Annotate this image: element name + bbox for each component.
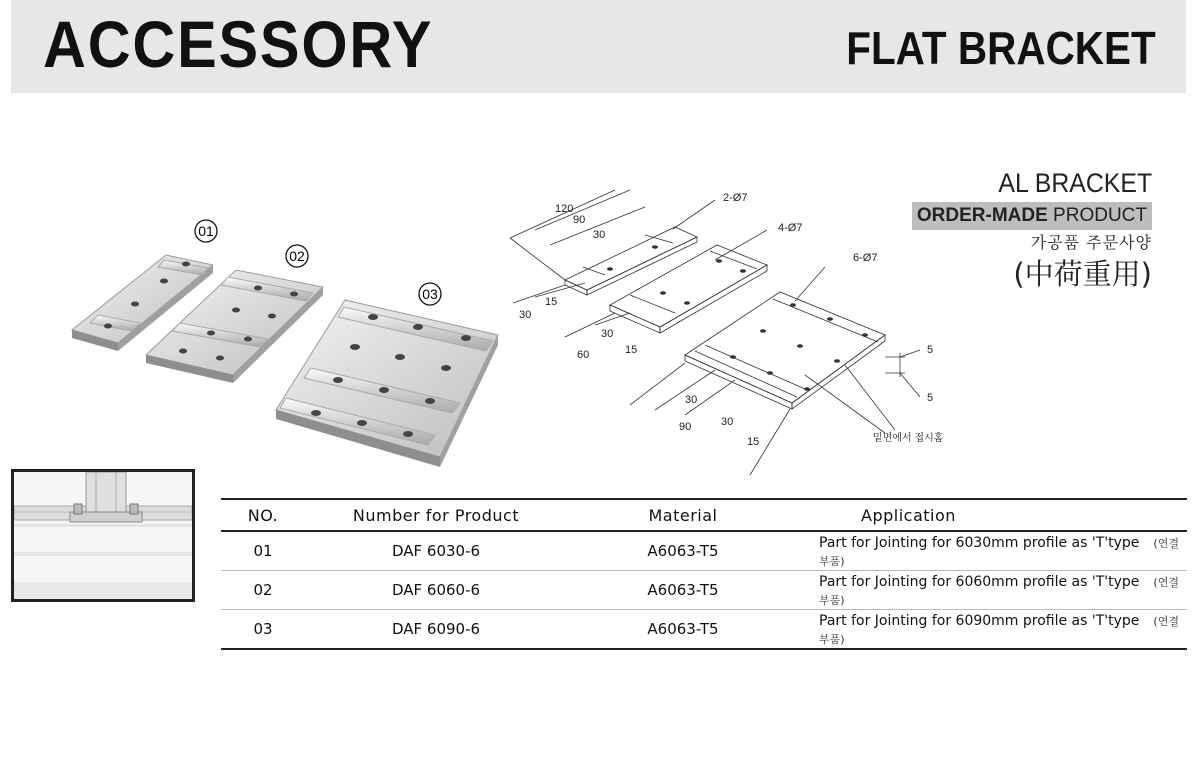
header-no: NO. (221, 499, 305, 531)
header-material: Material (567, 499, 799, 531)
svg-text:60: 60 (577, 349, 590, 361)
svg-text:30: 30 (685, 394, 698, 406)
product-info (912, 167, 1152, 294)
svg-text:15: 15 (545, 296, 558, 308)
order-made-badge: ORDER-MADE PRODUCT (912, 202, 1152, 230)
hole-label-3: 6-Ø7 (853, 252, 878, 264)
installation-photo (11, 469, 195, 602)
svg-text:90: 90 (573, 214, 586, 226)
info-korean: 가공품 주문사양 (1030, 233, 1152, 252)
info-title: AL BRACKET (998, 168, 1152, 198)
svg-text:30: 30 (519, 309, 532, 321)
table-row: 01 DAF 6030-6 A6063-T5 Part for Jointing for 6030mm profile as 'T'type (연결부품) (221, 531, 1187, 571)
svg-text:120: 120 (555, 203, 574, 215)
svg-text:02: 02 (289, 248, 305, 264)
bracket-03 (276, 300, 498, 467)
svg-text:30: 30 (721, 416, 734, 428)
svg-text:15: 15 (747, 436, 760, 448)
product-label-01 (195, 220, 217, 242)
info-chinese: (中荷重用) (1013, 257, 1152, 291)
product-label-03 (419, 283, 441, 305)
svg-text:90: 90 (679, 421, 692, 433)
svg-text:5: 5 (927, 392, 934, 404)
dimension-drawing (505, 185, 945, 480)
svg-text:15: 15 (625, 344, 638, 356)
svg-text:5: 5 (927, 344, 934, 356)
svg-text:01: 01 (198, 223, 214, 239)
bracket-product-image (68, 205, 508, 475)
table-row: 03 DAF 6090-6 A6063-T5 Part for Jointing for 6090mm profile as 'T'type (연결부품) (221, 610, 1187, 650)
hole-label-1: 2-Ø7 (723, 192, 748, 204)
svg-text:30: 30 (593, 229, 606, 241)
table-header-row (221, 499, 1187, 531)
svg-text:03: 03 (422, 286, 438, 302)
product-title: FLAT BRACKET (846, 22, 1156, 74)
installation-photo-drawing (14, 472, 192, 599)
hole-label-2: 4-Ø7 (778, 222, 803, 234)
header-product: Number for Product (305, 499, 567, 531)
product-label-02 (286, 245, 308, 267)
table-row: 02 DAF 6060-6 A6063-T5 Part for Jointing for 6060mm profile as 'T'type (연결부품) (221, 571, 1187, 610)
svg-text:30: 30 (601, 328, 614, 340)
spec-table (221, 498, 1187, 650)
section-title: ACCESSORY (43, 7, 434, 81)
header-application: Application (799, 499, 1187, 531)
header-bar (11, 0, 1186, 93)
countersink-note: 밑면에서 접시홈 (873, 433, 944, 444)
